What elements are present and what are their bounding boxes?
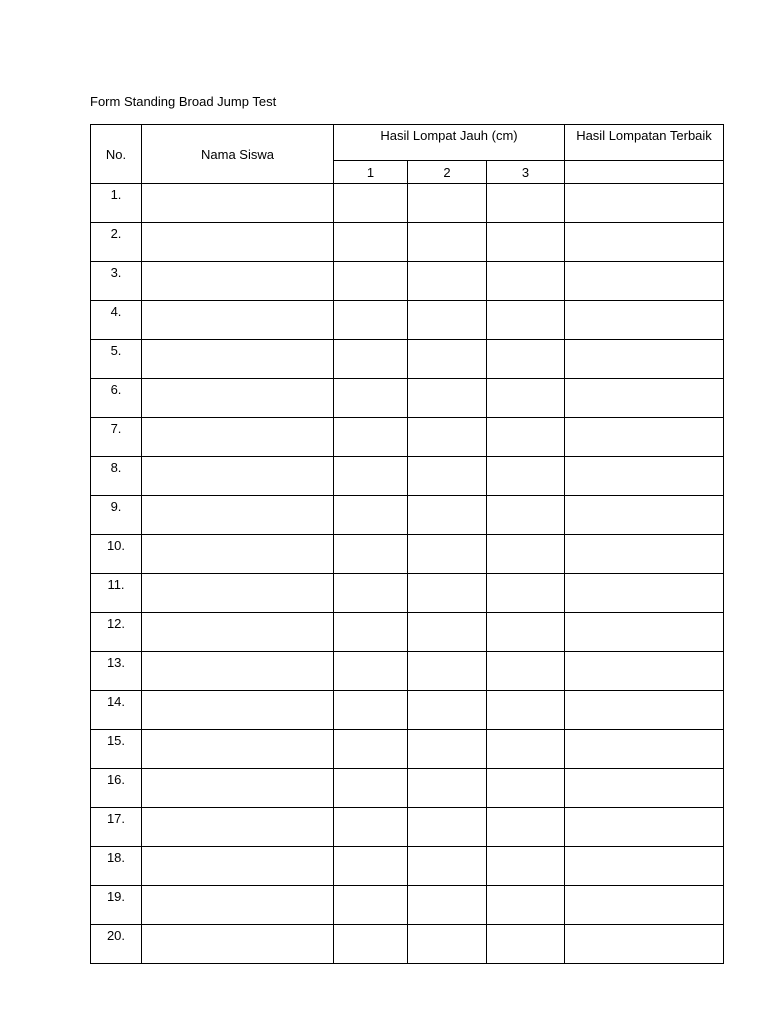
trial-3-cell[interactable] — [487, 847, 565, 886]
score-table — [90, 124, 724, 964]
row-number: 19. — [91, 886, 142, 925]
trial-2-cell[interactable] — [408, 496, 487, 535]
best-cell[interactable] — [565, 652, 724, 691]
best-cell[interactable] — [565, 769, 724, 808]
trial-2-cell[interactable] — [408, 886, 487, 925]
best-cell[interactable] — [565, 691, 724, 730]
header-best: Hasil Lompatan Terbaik — [565, 125, 724, 161]
trial-1-cell[interactable] — [334, 691, 408, 730]
best-cell[interactable] — [565, 184, 724, 223]
trial-2-cell[interactable] — [408, 457, 487, 496]
trial-3-cell[interactable] — [487, 457, 565, 496]
row-number: 1. — [91, 184, 142, 223]
row-number: 2. — [91, 223, 142, 262]
row-number: 15. — [91, 730, 142, 769]
trial-2-cell[interactable] — [408, 691, 487, 730]
trial-1-cell[interactable] — [334, 613, 408, 652]
table-row — [91, 691, 724, 730]
trial-2-cell[interactable] — [408, 301, 487, 340]
name-cell[interactable] — [142, 262, 334, 301]
trial-1-cell[interactable] — [334, 535, 408, 574]
trial-1-cell[interactable] — [334, 847, 408, 886]
name-cell[interactable] — [142, 652, 334, 691]
table-row — [91, 574, 724, 613]
trial-3-cell[interactable] — [487, 769, 565, 808]
trial-3-cell[interactable] — [487, 886, 565, 925]
header-no: No. — [91, 125, 142, 184]
table-row — [91, 184, 724, 223]
table-row — [91, 457, 724, 496]
table-row — [91, 223, 724, 262]
form-title: Form Standing Broad Jump Test — [90, 94, 277, 109]
table-row — [91, 262, 724, 301]
name-cell[interactable] — [142, 301, 334, 340]
trial-2-cell[interactable] — [408, 535, 487, 574]
best-cell[interactable] — [565, 340, 724, 379]
trial-1-cell[interactable] — [334, 769, 408, 808]
row-number: 7. — [91, 418, 142, 457]
best-cell[interactable] — [565, 418, 724, 457]
row-number: 16. — [91, 769, 142, 808]
row-number: 18. — [91, 847, 142, 886]
row-number: 20. — [91, 925, 142, 964]
trial-1-cell[interactable] — [334, 457, 408, 496]
header-trial-3: 3 — [487, 161, 565, 184]
name-cell[interactable] — [142, 730, 334, 769]
trial-2-cell[interactable] — [408, 730, 487, 769]
trial-2-cell[interactable] — [408, 223, 487, 262]
trial-1-cell[interactable] — [334, 730, 408, 769]
name-cell[interactable] — [142, 418, 334, 457]
name-cell[interactable] — [142, 223, 334, 262]
table-body — [91, 184, 724, 964]
trial-1-cell[interactable] — [334, 223, 408, 262]
table-row — [91, 769, 724, 808]
name-cell[interactable] — [142, 886, 334, 925]
trial-3-cell[interactable] — [487, 574, 565, 613]
best-cell[interactable] — [565, 496, 724, 535]
row-number: 17. — [91, 808, 142, 847]
row-number: 6. — [91, 379, 142, 418]
trial-1-cell[interactable] — [334, 925, 408, 964]
name-cell[interactable] — [142, 184, 334, 223]
trial-3-cell[interactable] — [487, 379, 565, 418]
table-row — [91, 340, 724, 379]
name-cell[interactable] — [142, 496, 334, 535]
trial-1-cell[interactable] — [334, 184, 408, 223]
trial-1-cell[interactable] — [334, 808, 408, 847]
trial-1-cell[interactable] — [334, 418, 408, 457]
best-cell[interactable] — [565, 730, 724, 769]
trial-3-cell[interactable] — [487, 496, 565, 535]
row-number: 10. — [91, 535, 142, 574]
trial-2-cell[interactable] — [408, 379, 487, 418]
trial-2-cell[interactable] — [408, 847, 487, 886]
best-cell[interactable] — [565, 262, 724, 301]
best-cell[interactable] — [565, 379, 724, 418]
table-row — [91, 301, 724, 340]
row-number: 13. — [91, 652, 142, 691]
trial-3-cell[interactable] — [487, 418, 565, 457]
row-number: 8. — [91, 457, 142, 496]
row-number: 3. — [91, 262, 142, 301]
header-name: Nama Siswa — [142, 125, 334, 184]
trial-2-cell[interactable] — [408, 340, 487, 379]
name-cell[interactable] — [142, 535, 334, 574]
table-row — [91, 535, 724, 574]
row-number: 11. — [91, 574, 142, 613]
row-number: 5. — [91, 340, 142, 379]
best-cell[interactable] — [565, 535, 724, 574]
best-cell[interactable] — [565, 301, 724, 340]
name-cell[interactable] — [142, 340, 334, 379]
name-cell[interactable] — [142, 925, 334, 964]
table-row — [91, 379, 724, 418]
table-row — [91, 496, 724, 535]
name-cell[interactable] — [142, 379, 334, 418]
trial-2-cell[interactable] — [408, 769, 487, 808]
trial-3-cell[interactable] — [487, 691, 565, 730]
name-cell[interactable] — [142, 574, 334, 613]
trial-2-cell[interactable] — [408, 925, 487, 964]
name-cell[interactable] — [142, 808, 334, 847]
trial-2-cell[interactable] — [408, 262, 487, 301]
header-trial-1: 1 — [334, 161, 408, 184]
name-cell[interactable] — [142, 769, 334, 808]
table-row — [91, 613, 724, 652]
trial-1-cell[interactable] — [334, 379, 408, 418]
trial-2-cell[interactable] — [408, 184, 487, 223]
trial-3-cell[interactable] — [487, 613, 565, 652]
trial-3-cell[interactable] — [487, 808, 565, 847]
best-cell[interactable] — [565, 457, 724, 496]
table-row — [91, 730, 724, 769]
trial-1-cell[interactable] — [334, 340, 408, 379]
trial-3-cell[interactable] — [487, 223, 565, 262]
header-trial-2: 2 — [408, 161, 487, 184]
row-number: 9. — [91, 496, 142, 535]
best-cell[interactable] — [565, 847, 724, 886]
header-best-sub — [565, 161, 724, 184]
table-row — [91, 652, 724, 691]
table-row — [91, 847, 724, 886]
trial-3-cell[interactable] — [487, 340, 565, 379]
trial-3-cell[interactable] — [487, 262, 565, 301]
best-cell[interactable] — [565, 574, 724, 613]
trial-2-cell[interactable] — [408, 652, 487, 691]
trial-1-cell[interactable] — [334, 262, 408, 301]
best-cell[interactable] — [565, 223, 724, 262]
trial-3-cell[interactable] — [487, 925, 565, 964]
trial-3-cell[interactable] — [487, 301, 565, 340]
name-cell[interactable] — [142, 457, 334, 496]
trial-1-cell[interactable] — [334, 574, 408, 613]
trial-1-cell[interactable] — [334, 652, 408, 691]
table-row — [91, 886, 724, 925]
best-cell[interactable] — [565, 808, 724, 847]
trial-2-cell[interactable] — [408, 418, 487, 457]
best-cell[interactable] — [565, 925, 724, 964]
best-cell[interactable] — [565, 613, 724, 652]
trial-2-cell[interactable] — [408, 574, 487, 613]
name-cell[interactable] — [142, 691, 334, 730]
row-number: 14. — [91, 691, 142, 730]
trial-1-cell[interactable] — [334, 301, 408, 340]
trial-1-cell[interactable] — [334, 496, 408, 535]
best-cell[interactable] — [565, 886, 724, 925]
name-cell[interactable] — [142, 847, 334, 886]
trial-2-cell[interactable] — [408, 808, 487, 847]
row-number: 4. — [91, 301, 142, 340]
trial-3-cell[interactable] — [487, 184, 565, 223]
trial-3-cell[interactable] — [487, 730, 565, 769]
table-row — [91, 925, 724, 964]
row-number: 12. — [91, 613, 142, 652]
trial-1-cell[interactable] — [334, 886, 408, 925]
table-row — [91, 808, 724, 847]
table-row — [91, 418, 724, 457]
trial-3-cell[interactable] — [487, 652, 565, 691]
header-row-top — [91, 125, 724, 161]
trial-3-cell[interactable] — [487, 535, 565, 574]
header-result-group: Hasil Lompat Jauh (cm) — [334, 125, 565, 161]
name-cell[interactable] — [142, 613, 334, 652]
trial-2-cell[interactable] — [408, 613, 487, 652]
